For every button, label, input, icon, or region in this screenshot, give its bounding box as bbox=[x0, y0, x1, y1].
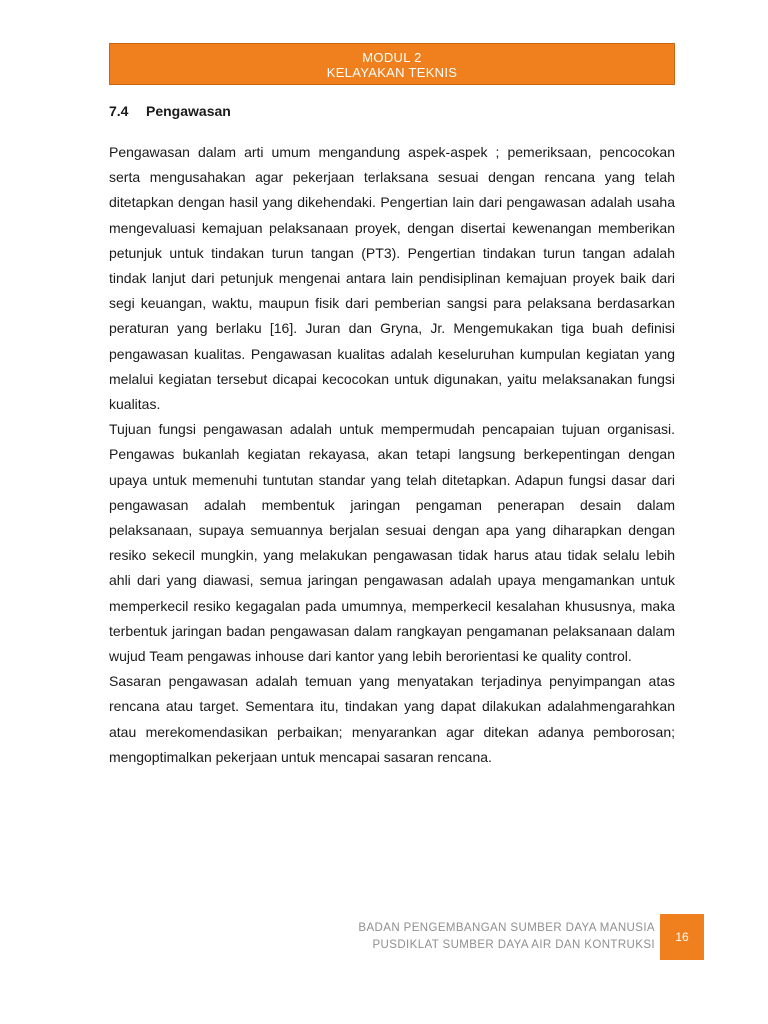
footer-line-2: PUSDIKLAT SUMBER DAYA AIR DAN KONTRUKSI bbox=[372, 939, 655, 951]
page-number: 16 bbox=[675, 930, 689, 944]
module-title: KELAYAKAN TEKNIS bbox=[326, 65, 458, 80]
paragraph-2: Tujuan fungsi pengawasan adalah untuk mempermudah pencapaian tujuan organisasi. Pengawas bukanlah kegiatan rekayasa, akan tetapi langsung berkepentingan dengan upaya untuk memenuhi tuntutan standar yang telah ditetapkan. Adapun fungsi dasar dari pengawasan adalah membentuk jaringan pengaman penerapan desain dalam pelaksanaan, supaya semuannya berjalan sesuai dengan apa yang diharapkan dengan resiko sekecil mungkin, yang melakukan pengawasan tidak harus atau tidak selalu lebih ahli dari yang diawasi, semua jaringan pengawasan adalah upaya mengamankan untuk memperkecil resiko kegagalan pada umumnya, memperkecil kesalahan khususnya, maka terbentuk jaringan badan pengawasan dalam rangkayan pengamanan pelaksanaan dalam wujud Team pengawas inhouse dari kantor yang lebih berorientasi ke quality control. bbox=[109, 421, 675, 665]
module-number: MODUL 2 bbox=[362, 50, 422, 65]
section-number: 7.4 bbox=[109, 103, 129, 119]
paragraph-3: Sasaran pengawasan adalah temuan yang menyatakan terjadinya penyimpangan atas rencana atau target. Sementara itu, tindakan yang dapat dilakukan adalahmengarahkan atau merekomendasikan perbaikan; menyarankan agar ditekan adanya pemborosan; mengoptimalkan pekerjaan untuk mencapai sasaran rencana. bbox=[109, 673, 675, 765]
paragraph-1: Pengawasan dalam arti umum mengandung aspek-aspek ; pemeriksaan, pencocokan serta mengusahakan agar pekerjaan terlaksana sesuai dengan rencana yang telah ditetapkan dengan hasil yang dikehendaki. Pengertian lain dari pengawasan adalah usaha mengevaluasi kemajuan pelaksanaan proyek, dengan disertai kewenangan memberikan petunjuk untuk tindakan turun tangan (PT3). Pengertian tindakan turun tangan adalah tindak lanjut dari petunjuk mengenai antara lain pendisiplinan kemajuan proyek baik dari segi keuangan, waktu, maupun fisik dari pemberian sangsi para pelaksana berdasarkan peraturan yang berlaku [16]. Juran dan Gryna, Jr. Mengemukakan tiga buah definisi pengawasan kualitas. Pengawasan kualitas adalah keseluruhan kumpulan kegiatan yang melalui kegiatan tersebut dicapai kecocokan untuk digunakan, yaitu melaksanakan fungsi kualitas. bbox=[109, 144, 675, 413]
footer-line-1: BADAN PENGEMBANGAN SUMBER DAYA MANUSIA bbox=[358, 922, 655, 934]
section-title: Pengawasan bbox=[146, 103, 231, 119]
footer-institution bbox=[358, 920, 655, 954]
body-text bbox=[109, 140, 675, 770]
section-heading bbox=[109, 103, 231, 119]
module-header-banner bbox=[109, 43, 675, 85]
page-number-badge bbox=[660, 914, 704, 960]
